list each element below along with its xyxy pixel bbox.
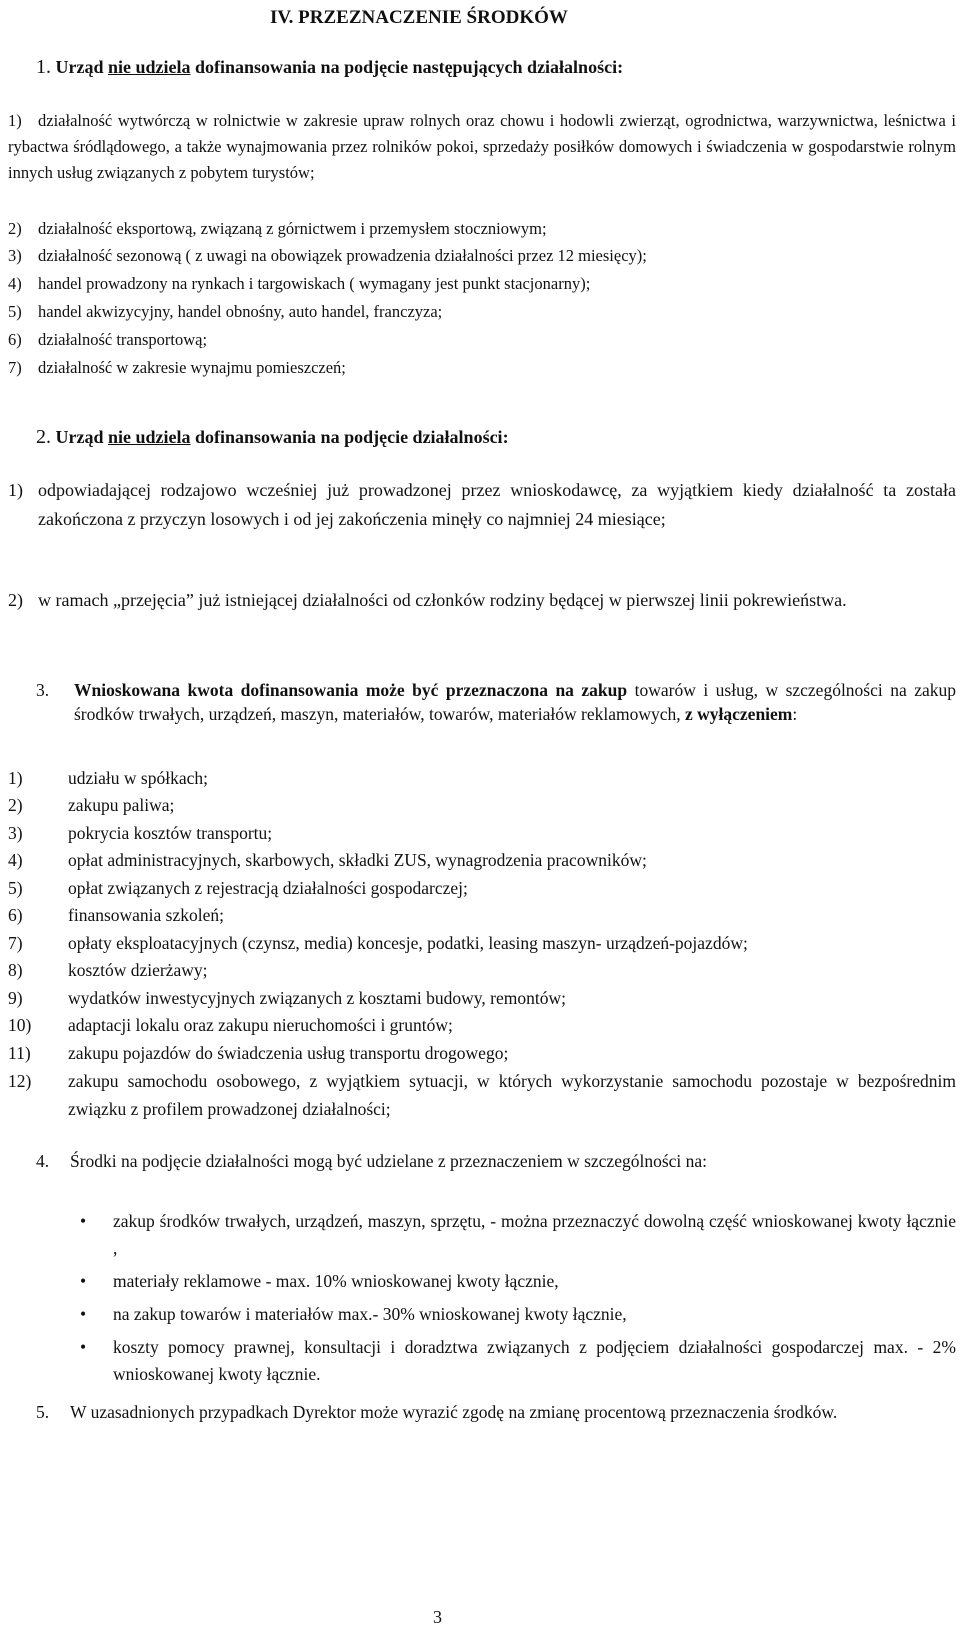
list-item: • zakup środków trwałych, urządzeń, maszyn, sprzętu, - można przeznaczyć dowolną część wnioskowanej kwoty łącznie , [80,1208,956,1262]
section5-number: 5. [36,1402,50,1422]
list-item: 2) działalność eksportową, związaną z górnictwem i przemysłem stoczniowym; [8,219,547,238]
list-item: 12) zakupu samochodu osobowego, z wyjątkiem sytuacji, w których wykorzystanie samochodu pozostaje w bezpośrednim związku z profilem prowadzonej działalności; [8,1071,956,1119]
section1-heading-underlined: nie udziela [108,57,191,77]
section4-number: 4. [36,1151,50,1171]
section-title: IV. PRZEZNACZENIE ŚRODKÓW [270,7,568,28]
list-item: 1) udziału w spółkach; [8,768,208,788]
section1-number: 1. [36,56,51,78]
bullet-icon: • [80,1337,87,1357]
list-item: 11) zakupu pojazdów do świadczenia usług transportu drogowego; [8,1043,509,1063]
list-item: 2) zakupu paliwa; [8,795,175,815]
section5: 5. W uzasadnionych przypadkach Dyrektor może wyrazić zgodę na zmianę procentową przeznaczenia środków. [36,1399,956,1426]
bullet-icon: • [80,1211,87,1231]
bullet-icon: • [80,1304,87,1324]
page-number: 3 [433,1607,442,1627]
list-item: 9) wydatków inwestycyjnych związanych z kosztami budowy, remontów; [8,988,566,1008]
section4-bullets [80,1208,956,1388]
section4-intro: 4. Środki na podjęcie działalności mogą być udzielane z przeznaczeniem w szczególności na: [36,1148,956,1175]
list-item: • materiały reklamowe - max. 10% wnioskowanej kwoty łącznie, [80,1268,956,1295]
list-item: 5) handel akwizycyjny, handel obnośny, auto handel, franczyza; [8,302,443,321]
list-item: 4) handel prowadzony na rynkach i targowiskach ( wymagany jest punkt stacjonarny); [8,274,591,293]
section2-number: 2. [36,426,51,448]
list-item: 8) kosztów dzierżawy; [8,960,208,980]
list-item: 1) działalność wytwórczą w rolnictwie w zakresie upraw rolnych oraz chowu i hodowli zwierząt, ogrodnictwa, warzywnictwa, leśnictwa i rybactwa śródlądowego, a także wynajmowania przez rolników pokoi, sprzedaży posiłków domowych i świadczenia w gospodarstwie rolnym innych usług związanych z pobytem turystów; [8,111,956,182]
section3-intro: 3. Wnioskowana kwota dofinansowania może być przeznaczona na zakup towarów i usług, w szczególności na zakup środków trwałych, urządzeń, maszyn, materiałów, towarów, materiałów reklamowych, z wyłączeniem: [36,680,957,724]
list-item: 3) działalność sezonową ( z uwagi na obowiązek prowadzenia działalności przez 12 miesięcy); [8,246,647,265]
list-item: 1) odpowiadającej rodzajowo wcześniej już prowadzonej przez wnioskodawcę, za wyjątkiem kiedy działalność ta została zakończona z przyczyn losowych i od jej zakończenia minęły co najmniej 24 miesiące; [8,480,956,529]
section1-heading [36,54,623,81]
list-item: 6) działalność transportową; [8,330,208,349]
list-item: • koszty pomocy prawnej, konsultacji i doradztwa związanych z podjęciem działalności gospodarczej max. - 2% wnioskowanej kwoty łącznie. [80,1334,956,1388]
list-item: 10) adaptacji lokalu oraz zakupu nieruchomości i gruntów; [8,1015,453,1035]
list-item: 7) opłaty eksploatacyjnych (czynsz, media) koncesje, podatki, leasing maszyn- urządzeń-pojazdów; [8,933,748,953]
section1-heading-post: dofinansowania na podjęcie następujących działalności: [195,57,624,77]
section2-heading-pre: Urząd [55,427,104,447]
list-item: 7) działalność w zakresie wynajmu pomieszczeń; [8,358,346,377]
section2-heading-underlined: nie udziela [108,427,191,447]
list-item: 2) w ramach „przejęcia” już istniejącej działalności od członków rodziny będącej w pierwszej linii pokrewieństwa. [8,590,847,610]
list-item: • na zakup towarów i materiałów max.- 30% wnioskowanej kwoty łącznie, [80,1301,956,1328]
section3-number: 3. [36,680,50,700]
section2-heading-post: dofinansowania na podjęcie działalności: [195,427,509,447]
list-item: 3) pokrycia kosztów transportu; [8,823,273,843]
section1-heading-pre: Urząd [55,57,104,77]
bullet-icon: • [80,1271,87,1291]
section2-heading [36,424,509,451]
list-item: 6) finansowania szkoleń; [8,905,224,925]
list-item: 5) opłat związanych z rejestracją działalności gospodarczej; [8,878,468,898]
list-item: 4) opłat administracyjnych, skarbowych, składki ZUS, wynagrodzenia pracowników; [8,850,647,870]
